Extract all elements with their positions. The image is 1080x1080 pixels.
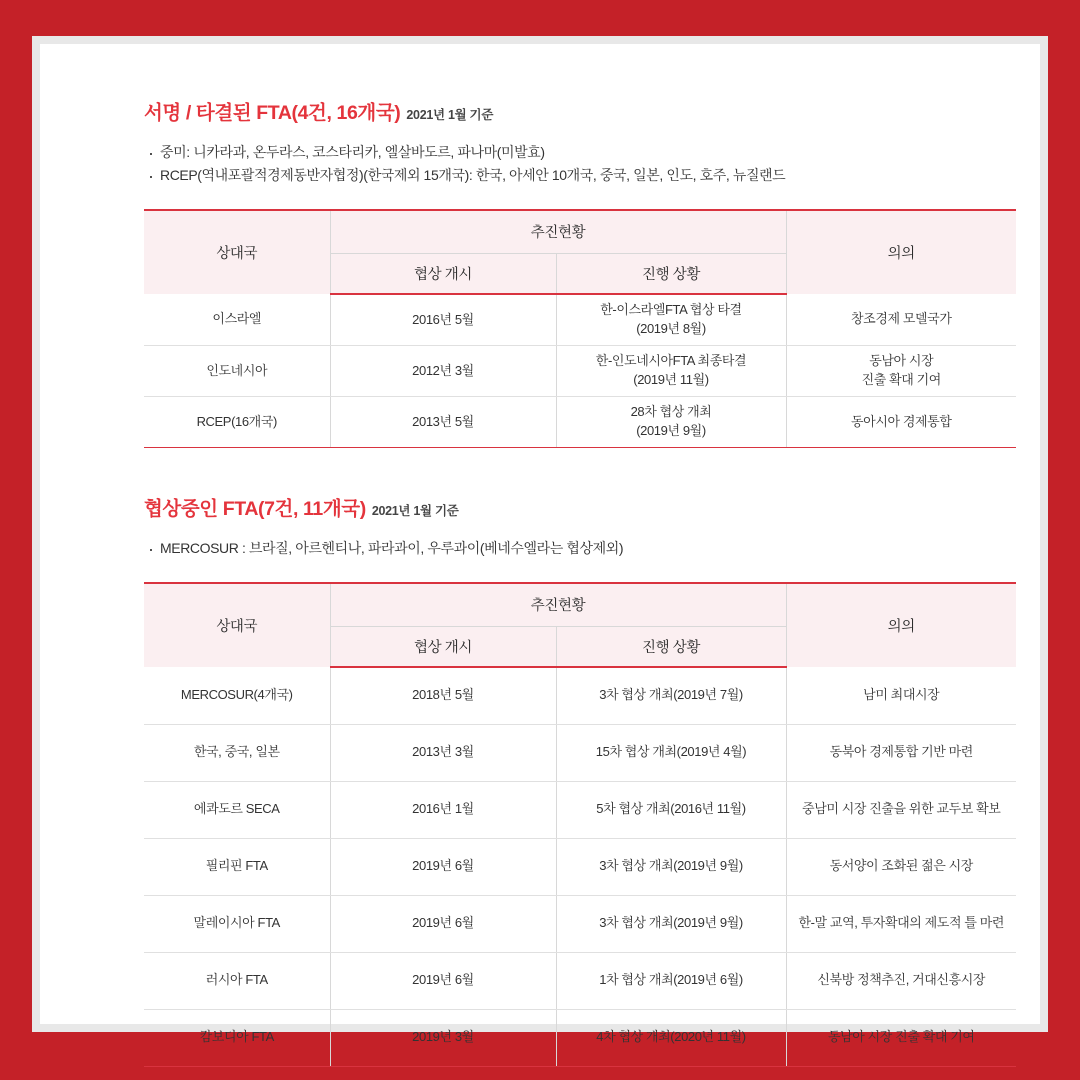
- cell-status: 3차 협상 개최(2019년 7월): [556, 667, 786, 725]
- cell-status: [556, 396, 786, 447]
- section-1-title-main: 서명 / 타결된 FTA(4건, 16개국): [144, 102, 401, 124]
- cell-partner: 말레이시아 FTA: [144, 895, 330, 952]
- cell-start: 2019년 6월: [330, 952, 556, 1009]
- table-head: [144, 583, 1016, 667]
- table-header-row-top: [144, 210, 1016, 254]
- table-row: [144, 345, 1016, 396]
- cell-start: 2019년 6월: [330, 838, 556, 895]
- cell-status-line2: (2019년 9월): [636, 422, 706, 438]
- cell-partner: 인도네시아: [144, 345, 330, 396]
- col-header-progress: 추진현황: [330, 583, 786, 627]
- cell-start: 2013년 3월: [330, 724, 556, 781]
- col-header-status: 진행 상황: [556, 626, 786, 667]
- table-row: [144, 294, 1016, 346]
- cell-status: [556, 294, 786, 346]
- cell-meaning-line2: 진출 확대 기여: [861, 371, 941, 387]
- page-inner: [66, 66, 1014, 1045]
- cell-partner: 러시아 FTA: [144, 952, 330, 1009]
- col-header-start: 협상 개시: [330, 626, 556, 667]
- cell-meaning: 동서양이 조화된 젊은 시장: [786, 838, 1016, 895]
- cell-meaning: [786, 294, 1016, 346]
- document-page: [40, 44, 1040, 1045]
- cell-start: 2016년 5월: [330, 294, 556, 346]
- section-signed-fta: [144, 98, 1016, 448]
- section-2-bullets: [146, 537, 1016, 560]
- section-2-title-sub: 2021년 1월 기준: [371, 503, 459, 518]
- col-header-progress: 추진현황: [330, 210, 786, 254]
- cell-partner: RCEP(16개국): [144, 396, 330, 447]
- cell-status: 4차 협상 개최(2020년 11월): [556, 1009, 786, 1066]
- table-head: [144, 210, 1016, 294]
- table-row: [144, 1009, 1016, 1066]
- cell-meaning: 신북방 정책추진, 거대신흥시장: [786, 952, 1016, 1009]
- cell-status: 1차 협상 개최(2019년 6월): [556, 952, 786, 1009]
- section-1-title: [144, 98, 1016, 127]
- table-row: [144, 667, 1016, 725]
- cell-status-line1: 한-이스라엘FTA 협상 타결: [600, 302, 742, 318]
- signed-fta-table: [144, 209, 1016, 448]
- cell-meaning: 한-말 교역, 투자확대의 제도적 틀 마련: [786, 895, 1016, 952]
- section-1-bullets: [146, 141, 1016, 187]
- section-negotiating-fta: [144, 494, 1016, 1067]
- col-header-meaning: 의의: [786, 210, 1016, 294]
- table-header-row-top: [144, 583, 1016, 627]
- list-item: · MERCOSUR : 브라질, 아르헨티나, 파라과이, 우루과이(베네수엘라는 협상제외): [146, 537, 1016, 560]
- cell-status: 15차 협상 개최(2019년 4월): [556, 724, 786, 781]
- section-2-title: [144, 494, 1016, 523]
- cell-start: 2019년 3월: [330, 1009, 556, 1066]
- list-item: · RCEP(역내포괄적경제동반자협정)(한국제외 15개국): 한국, 아세안 10개국, 중국, 일본, 인도, 호주, 뉴질랜드: [146, 164, 1016, 187]
- cell-status: 3차 협상 개최(2019년 9월): [556, 838, 786, 895]
- cell-meaning-line1: 동남아 시장: [869, 353, 934, 369]
- cell-start: 2019년 6월: [330, 895, 556, 952]
- table-row: [144, 724, 1016, 781]
- cell-status-line1: 28차 협상 개최: [630, 404, 712, 420]
- cell-meaning-line1: 창조경제 모델국가: [851, 311, 952, 327]
- negotiating-fta-table: [144, 582, 1016, 1067]
- cell-meaning-line1: 동아시아 경제통합: [851, 413, 952, 429]
- cell-start: 2018년 5월: [330, 667, 556, 725]
- cell-partner: 이스라엘: [144, 294, 330, 346]
- cell-status: 3차 협상 개최(2019년 9월): [556, 895, 786, 952]
- cell-start: 2013년 5월: [330, 396, 556, 447]
- cell-meaning: 중남미 시장 진출을 위한 교두보 확보: [786, 781, 1016, 838]
- cell-partner: MERCOSUR(4개국): [144, 667, 330, 725]
- cell-partner: 에콰도르 SECA: [144, 781, 330, 838]
- col-header-partner: 상대국: [144, 583, 330, 667]
- section-1-title-sub: 2021년 1월 기준: [406, 108, 494, 122]
- table-row: [144, 838, 1016, 895]
- col-header-meaning: 의의: [786, 583, 1016, 667]
- col-header-partner: 상대국: [144, 210, 330, 294]
- document-content: [144, 98, 1016, 1067]
- cell-status-line2: (2019년 8월): [636, 320, 706, 336]
- table-body: [144, 667, 1016, 1067]
- cell-start: 2016년 1월: [330, 781, 556, 838]
- cell-meaning: [786, 345, 1016, 396]
- col-header-start: 협상 개시: [330, 253, 556, 294]
- cell-meaning: 남미 최대시장: [786, 667, 1016, 725]
- cell-start: 2012년 3월: [330, 345, 556, 396]
- cell-meaning: 동북아 경제통합 기반 마련: [786, 724, 1016, 781]
- cell-partner: 캄보디아 FTA: [144, 1009, 330, 1066]
- cell-status: 5차 협상 개최(2016년 11월): [556, 781, 786, 838]
- cell-status-line1: 한-인도네시아FTA 최종타결: [595, 353, 747, 369]
- col-header-status: 진행 상황: [556, 253, 786, 294]
- cell-meaning: 동남아 시장 진출 확대 기여: [786, 1009, 1016, 1066]
- table-body: [144, 294, 1016, 448]
- cell-status: [556, 345, 786, 396]
- table-row: [144, 952, 1016, 1009]
- cell-partner: 필리핀 FTA: [144, 838, 330, 895]
- cell-meaning: [786, 396, 1016, 447]
- section-2-title-main: 협상중인 FTA(7건, 11개국): [144, 497, 366, 520]
- table-row: [144, 396, 1016, 447]
- table-row: [144, 895, 1016, 952]
- cell-partner: 한국, 중국, 일본: [144, 724, 330, 781]
- cell-status-line2: (2019년 11월): [633, 371, 709, 387]
- list-item: · 중미: 니카라과, 온두라스, 코스타리카, 엘살바도르, 파나마(미발효): [146, 141, 1016, 164]
- table-row: [144, 781, 1016, 838]
